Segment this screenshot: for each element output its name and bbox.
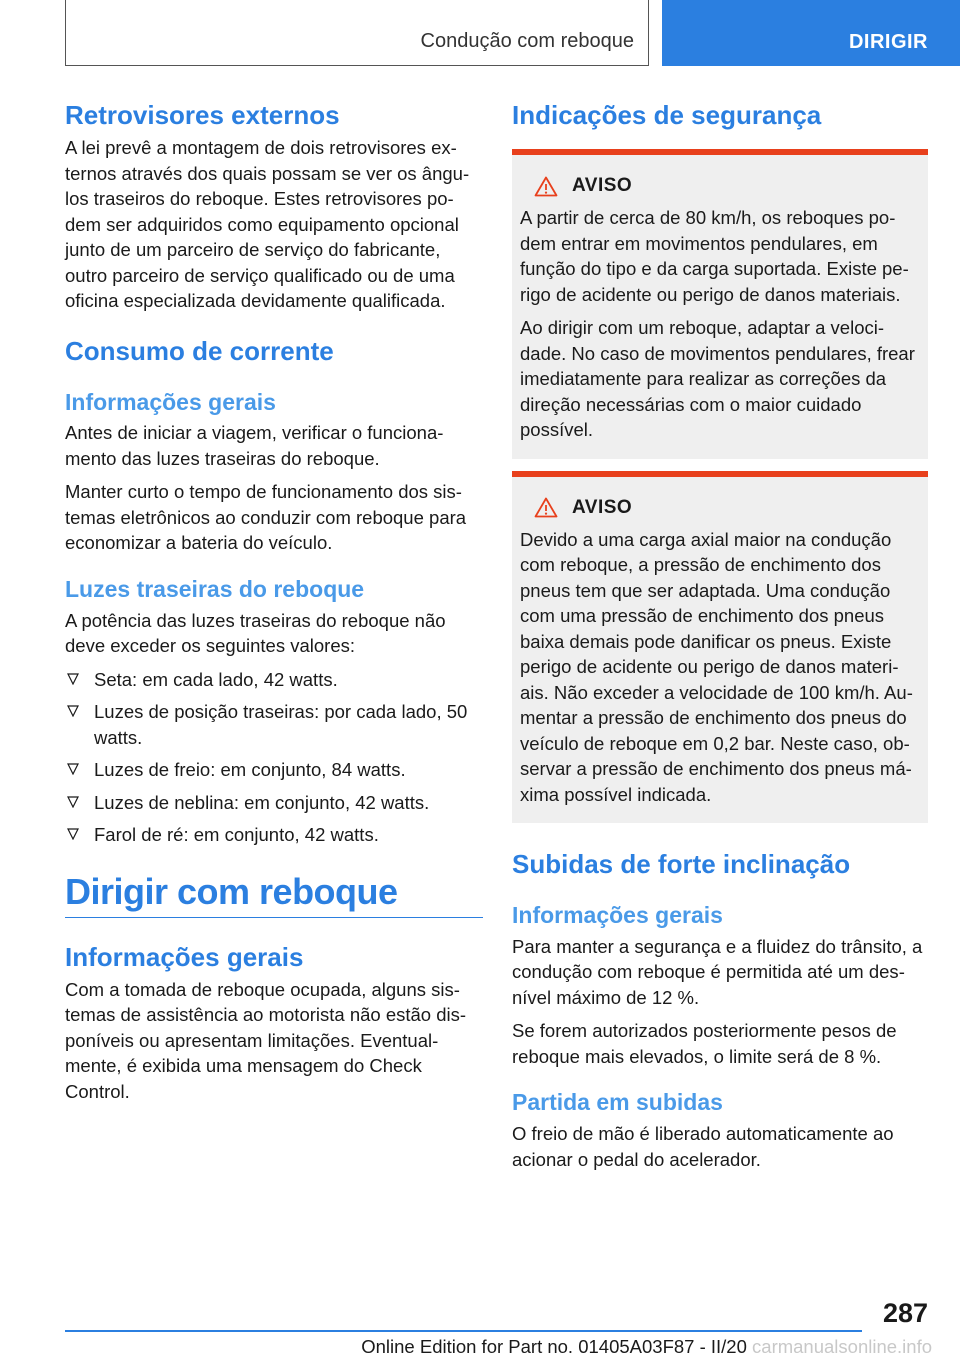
warning-header [520, 497, 920, 519]
header-section-box [65, 0, 649, 66]
footer-edition: Online Edition for Part no. 01405A03F87 - II/20 carmanualsonline.info [361, 1336, 932, 1357]
warning-header [520, 175, 920, 197]
warning-label: AVISO [572, 175, 633, 197]
warning-label: AVISO [572, 496, 633, 518]
text-luzes: A potência das luzes traseiras do reboque não deve exceder os seguintes valores: [65, 609, 446, 657]
heading-consumo: Consumo de corrente [65, 335, 334, 366]
heading-luzes: Luzes traseiras do reboque [65, 575, 365, 602]
triangle-bullet-icon [67, 705, 79, 717]
header-section-title: Condução com reboque [420, 30, 634, 52]
left-column [65, 100, 483, 1104]
text-subidas-2: Se forem autorizados posteriormente pesos de reboque mais elevados, o limite será de 8 %. [512, 1020, 897, 1067]
text-partida: O freio de mão é liberado automaticamente ao acionar o pedal do acelerador. [512, 1123, 894, 1170]
chapter-heading-wrap [65, 870, 483, 918]
warning-text: Ao dirigir com um reboque, adaptar a velocidade. No caso de movimentos pendulares, frear imediatamente para realizar as correções da direção necessárias com o maior cuidado possível. [520, 317, 915, 441]
text-info-1: Antes de iniciar a viagem, verificar o funcionamento das luzes traseiras do reboque. [65, 422, 444, 469]
heading-partida: Partida em subidas [512, 1089, 723, 1116]
list-item: Luzes de neblina: em conjunto, 42 watts. [65, 790, 483, 816]
warning-triangle-icon [534, 497, 558, 518]
footer-divider [65, 1330, 862, 1332]
bullet-list-luzes [65, 667, 483, 848]
triangle-bullet-icon [67, 673, 79, 685]
right-column [512, 100, 928, 1172]
heading-info-gerais-3: Informações gerais [512, 902, 723, 929]
header-chapter-tab [662, 0, 960, 66]
warning-triangle-icon [534, 176, 558, 197]
list-item: Luzes de posição traseiras: por cada lado, 50 watts. [65, 699, 483, 750]
text-info-2: Manter curto o tempo de funcionamento dos sistemas eletrônicos ao conduzir com reboque para economizar a bateria do veículo. [65, 481, 467, 554]
warning-text: Devido a uma carga axial maior na condução com reboque, a pressão de enchimento dos pneus tem que ser adaptada. Uma condução com uma pressão de enchimento dos pneus baixa demais pode danificar os pneus. Existe perigo de acidente ou perigo de danos materiais. Não exceder a velocidade de 100 km/h. Aumentar a pressão de enchimento dos pneus do veículo de reboque em 0,2 bar. Neste caso, observar a pressão de enchimento dos pneus máxima possível indicada. [520, 528, 913, 805]
page-number: 287 [882, 1298, 928, 1328]
warning-text: A partir de cerca de 80 km/h, os reboques podem entrar em movimentos pendulares, em função do tipo e da carga suportada. Existe perigo de acidente ou perigo de danos materiais. [520, 207, 909, 305]
warning-box-2 [512, 471, 928, 824]
text-retrovisores: A lei prevê a montagem de dois retrovisores externos através dos quais possam se ver os ângulos traseiros do reboque. Estes retrovisores podem ser adquiridos como equipamento opcional junto de um parceiro de serviço do fabricante, outro parceiro de serviço qualificado ou de uma oficina especializada devidamente qualificada. [65, 137, 470, 312]
text-subidas-1: Para manter a segurança e a fluidez do trânsito, a condução com reboque é permitida até um desnível máximo de 12 %. [512, 935, 923, 1008]
warning-box-1 [512, 149, 928, 459]
heading-info-gerais-2: Informações gerais [65, 941, 304, 972]
heading-subidas: Subidas de forte inclinação [512, 849, 851, 880]
heading-retrovisores: Retrovisores externos [65, 100, 340, 130]
footer-watermark-site: carmanualsonline.info [746, 1336, 932, 1357]
text-dirigir: Com a tomada de reboque ocupada, alguns sistemas de assistência ao motorista não estão disponíveis ou apresentam limitações. Eventualmente, é exibida uma mensagem do Check Control. [65, 978, 467, 1102]
triangle-bullet-icon [67, 828, 79, 840]
list-item: Farol de ré: em conjunto, 42 watts. [65, 822, 483, 848]
triangle-bullet-icon [67, 763, 79, 775]
heading-seguranca: Indicações de segurança [512, 100, 822, 130]
header-chapter-label: DIRIGIR [848, 31, 928, 53]
heading-dirigir-reboque: Dirigir com reboque [65, 870, 398, 912]
list-item: Luzes de freio: em conjunto, 84 watts. [65, 757, 483, 783]
list-item: Seta: em cada lado, 42 watts. [65, 667, 483, 693]
heading-info-gerais-1: Informações gerais [65, 388, 276, 415]
triangle-bullet-icon [67, 796, 79, 808]
